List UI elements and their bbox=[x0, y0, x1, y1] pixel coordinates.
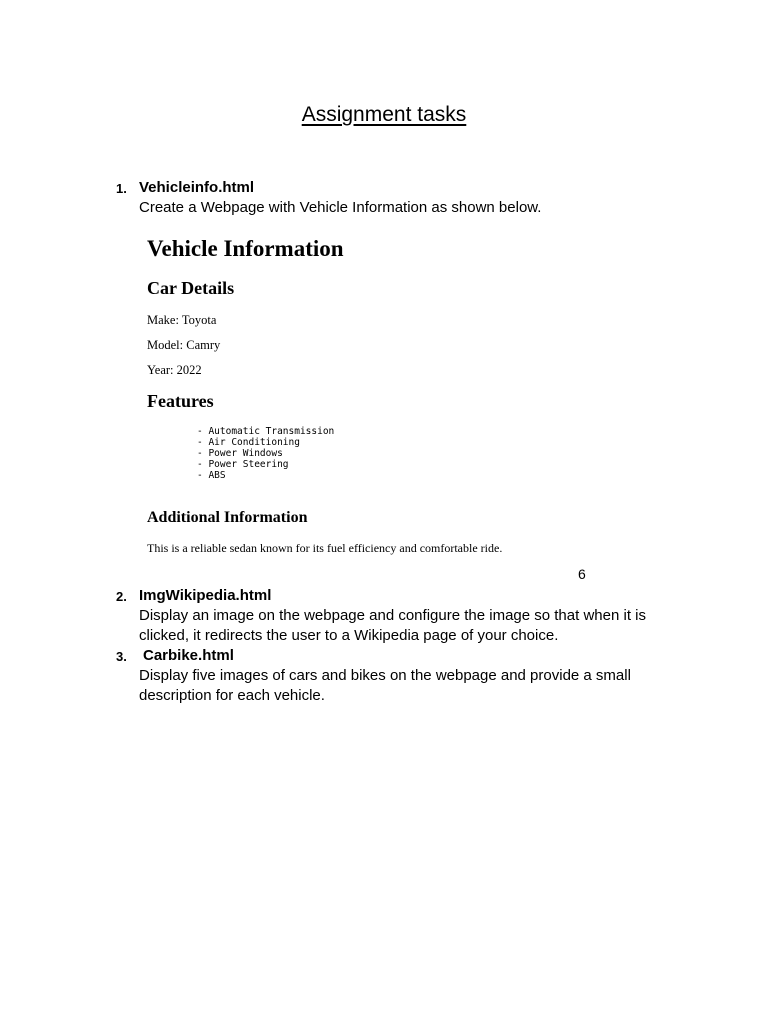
example-feature-item: - Air Conditioning bbox=[197, 437, 300, 448]
task-number: 3. bbox=[116, 649, 127, 664]
example-features-heading: Features bbox=[147, 391, 214, 411]
page-number: 6 bbox=[578, 566, 586, 582]
example-feature-item: - ABS bbox=[197, 470, 226, 481]
example-additional-heading: Additional Information bbox=[147, 509, 308, 526]
example-year: Year: 2022 bbox=[147, 363, 202, 377]
example-features-list bbox=[197, 426, 334, 481]
task-filename: Vehicleinfo.html bbox=[139, 179, 255, 196]
example-model: Model: Camry bbox=[147, 338, 221, 352]
task-number: 2. bbox=[116, 589, 127, 604]
example-additional-text: This is a reliable sedan known for its fuel efficiency and comfortable ride. bbox=[147, 541, 503, 555]
page-title: Assignment tasks bbox=[301, 103, 467, 126]
task-number: 1. bbox=[116, 181, 127, 196]
task-description: Display five images of cars and bikes on the webpage and provide a small description for each vehicle. bbox=[139, 667, 631, 704]
example-feature-item: - Power Steering bbox=[197, 459, 289, 470]
example-make: Make: Toyota bbox=[147, 313, 217, 327]
vehicle-info-example-image bbox=[147, 232, 627, 562]
task-description: Display an image on the webpage and configure the image so that when it is clicked, it redirects the user to a Wikipedia page of your choice. bbox=[139, 607, 646, 644]
task-description: Create a Webpage with Vehicle Information as shown below. bbox=[139, 199, 542, 216]
example-car-details-heading: Car Details bbox=[147, 278, 235, 298]
task-filename: ImgWikipedia.html bbox=[139, 587, 272, 604]
example-heading: Vehicle Information bbox=[147, 236, 344, 261]
example-feature-item: - Power Windows bbox=[197, 448, 283, 459]
task-filename: Carbike.html bbox=[143, 647, 234, 664]
example-feature-item: - Automatic Transmission bbox=[197, 426, 335, 437]
